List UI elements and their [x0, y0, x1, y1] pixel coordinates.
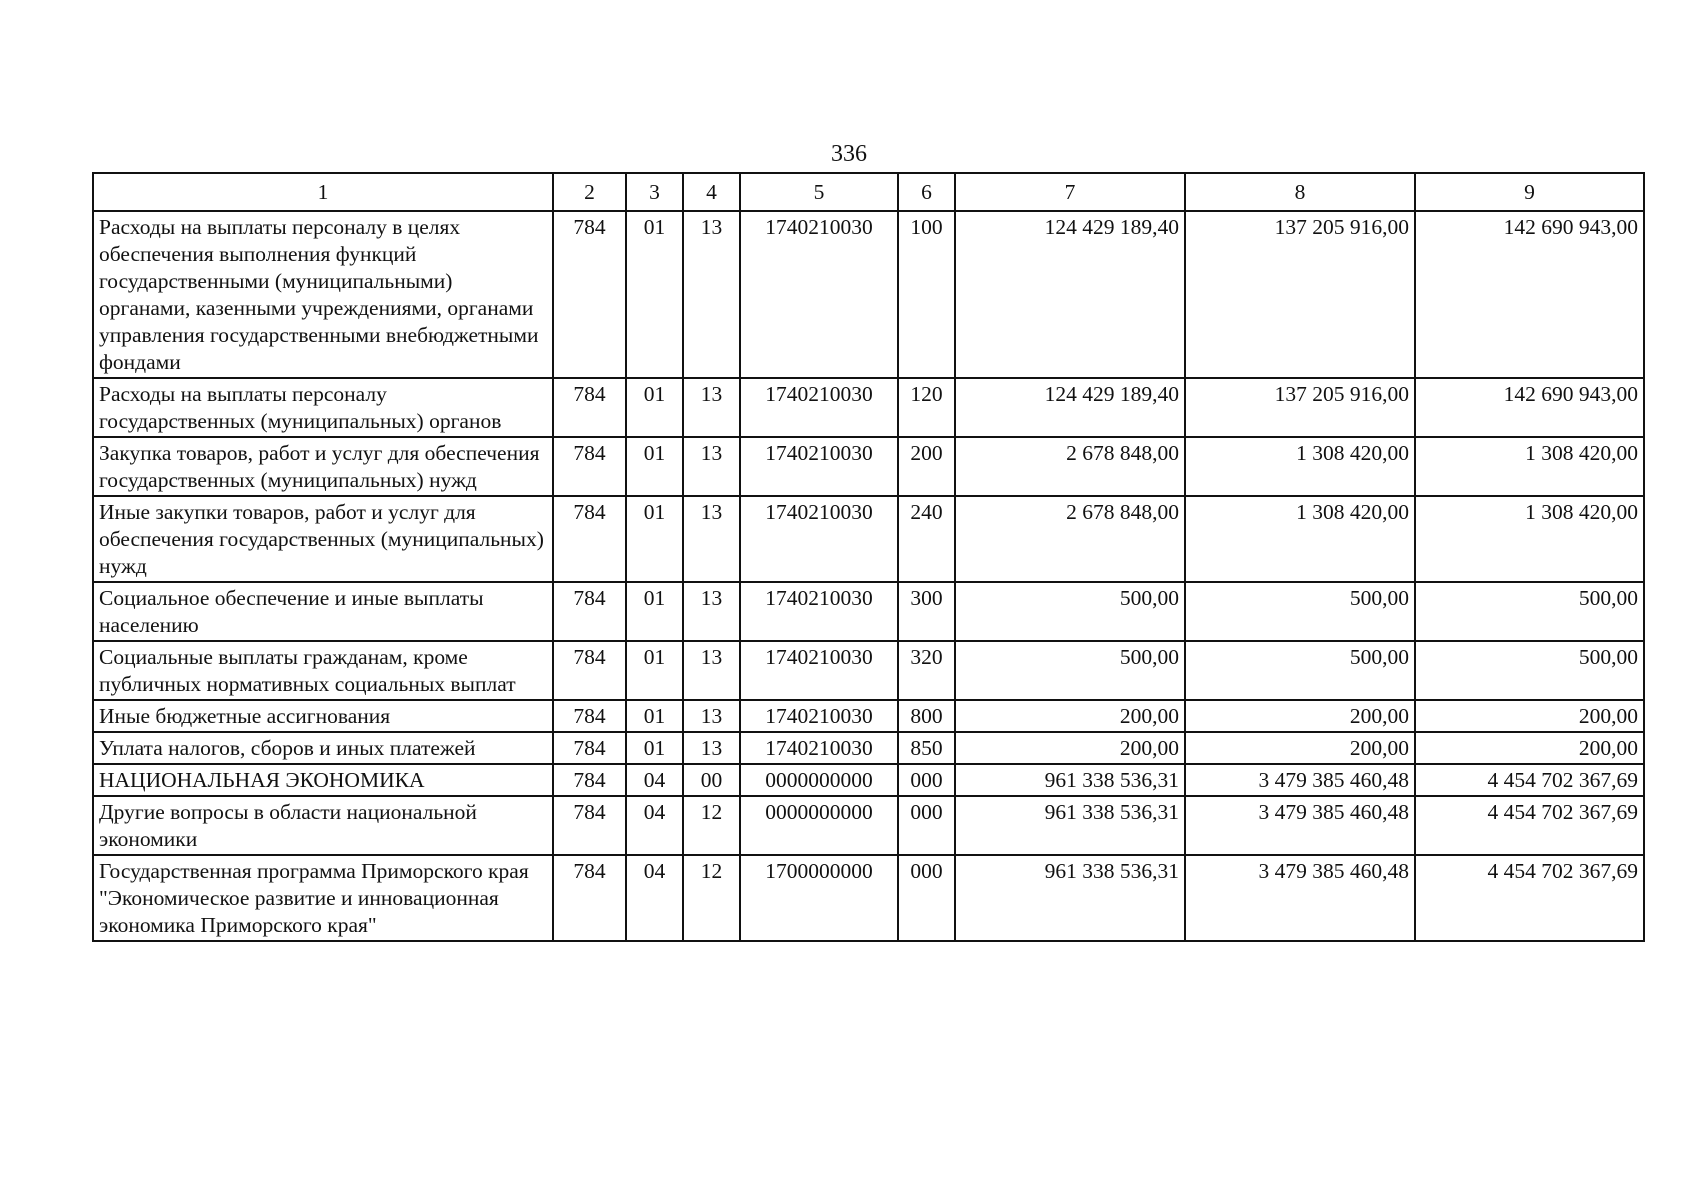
cell-amount-col7: 124 429 189,40: [955, 378, 1185, 437]
cell-name: Государственная программа Приморского края "Экономическое развитие и инновационная экономика Приморского края": [93, 855, 553, 941]
cell-subsection-code: 13: [683, 641, 740, 700]
column-header: 6: [898, 173, 955, 211]
table-row: [93, 700, 1644, 732]
cell-amount-col9: 4 454 702 367,69: [1415, 855, 1644, 941]
cell-amount-col9: 142 690 943,00: [1415, 211, 1644, 378]
cell-amount-col7: 124 429 189,40: [955, 211, 1185, 378]
table-row: [93, 855, 1644, 941]
cell-amount-col9: 200,00: [1415, 700, 1644, 732]
cell-target-article-code: 1740210030: [740, 700, 898, 732]
cell-amount-col9: 4 454 702 367,69: [1415, 796, 1644, 855]
cell-amount-col9: 500,00: [1415, 582, 1644, 641]
cell-amount-col8: 137 205 916,00: [1185, 378, 1415, 437]
cell-expense-type-code: 120: [898, 378, 955, 437]
cell-amount-col8: 1 308 420,00: [1185, 437, 1415, 496]
cell-target-article-code: 0000000000: [740, 796, 898, 855]
table-row: [93, 764, 1644, 796]
cell-section-code: 04: [626, 855, 683, 941]
table-row: [93, 211, 1644, 378]
cell-amount-col8: 1 308 420,00: [1185, 496, 1415, 582]
cell-expense-type-code: 000: [898, 764, 955, 796]
table-body: [93, 211, 1644, 941]
cell-section-code: 04: [626, 764, 683, 796]
cell-section-code: 01: [626, 582, 683, 641]
cell-amount-col8: 200,00: [1185, 732, 1415, 764]
cell-grbs-code: 784: [553, 732, 626, 764]
cell-section-code: 01: [626, 496, 683, 582]
column-header: 7: [955, 173, 1185, 211]
table-row: [93, 496, 1644, 582]
cell-section-code: 01: [626, 378, 683, 437]
cell-subsection-code: 13: [683, 700, 740, 732]
cell-subsection-code: 12: [683, 855, 740, 941]
cell-name: Иные бюджетные ассигнования: [93, 700, 553, 732]
cell-amount-col8: 3 479 385 460,48: [1185, 764, 1415, 796]
cell-amount-col7: 2 678 848,00: [955, 437, 1185, 496]
cell-target-article-code: 1700000000: [740, 855, 898, 941]
cell-expense-type-code: 000: [898, 796, 955, 855]
cell-name: Социальные выплаты гражданам, кроме публичных нормативных социальных выплат: [93, 641, 553, 700]
cell-amount-col8: 3 479 385 460,48: [1185, 796, 1415, 855]
cell-amount-col7: 2 678 848,00: [955, 496, 1185, 582]
cell-amount-col9: 200,00: [1415, 732, 1644, 764]
cell-expense-type-code: 240: [898, 496, 955, 582]
cell-target-article-code: 1740210030: [740, 437, 898, 496]
cell-name: Закупка товаров, работ и услуг для обеспечения государственных (муниципальных) нужд: [93, 437, 553, 496]
cell-amount-col8: 500,00: [1185, 582, 1415, 641]
cell-amount-col7: 200,00: [955, 732, 1185, 764]
cell-amount-col9: 500,00: [1415, 641, 1644, 700]
cell-amount-col9: 4 454 702 367,69: [1415, 764, 1644, 796]
budget-table: [92, 172, 1645, 942]
cell-subsection-code: 13: [683, 496, 740, 582]
cell-amount-col9: 142 690 943,00: [1415, 378, 1644, 437]
cell-name: Другие вопросы в области национальной экономики: [93, 796, 553, 855]
cell-subsection-code: 13: [683, 582, 740, 641]
cell-grbs-code: 784: [553, 378, 626, 437]
cell-subsection-code: 13: [683, 378, 740, 437]
cell-section-code: 01: [626, 732, 683, 764]
cell-grbs-code: 784: [553, 764, 626, 796]
cell-name: Социальное обеспечение и иные выплаты населению: [93, 582, 553, 641]
cell-amount-col7: 200,00: [955, 700, 1185, 732]
cell-amount-col7: 961 338 536,31: [955, 796, 1185, 855]
cell-amount-col7: 961 338 536,31: [955, 855, 1185, 941]
cell-grbs-code: 784: [553, 796, 626, 855]
cell-subsection-code: 12: [683, 796, 740, 855]
table-row: [93, 437, 1644, 496]
cell-subsection-code: 00: [683, 764, 740, 796]
cell-section-code: 04: [626, 796, 683, 855]
cell-expense-type-code: 100: [898, 211, 955, 378]
cell-grbs-code: 784: [553, 496, 626, 582]
column-header: 3: [626, 173, 683, 211]
cell-name: Уплата налогов, сборов и иных платежей: [93, 732, 553, 764]
page-number: 336: [831, 141, 867, 167]
cell-section-code: 01: [626, 641, 683, 700]
cell-subsection-code: 13: [683, 732, 740, 764]
table-row: [93, 732, 1644, 764]
table-row: [93, 378, 1644, 437]
column-header: 5: [740, 173, 898, 211]
cell-target-article-code: 0000000000: [740, 764, 898, 796]
cell-grbs-code: 784: [553, 641, 626, 700]
cell-section-code: 01: [626, 700, 683, 732]
cell-expense-type-code: 800: [898, 700, 955, 732]
cell-amount-col9: 1 308 420,00: [1415, 496, 1644, 582]
cell-amount-col8: 500,00: [1185, 641, 1415, 700]
table-row: [93, 641, 1644, 700]
cell-grbs-code: 784: [553, 211, 626, 378]
column-header: 2: [553, 173, 626, 211]
cell-target-article-code: 1740210030: [740, 641, 898, 700]
cell-amount-col7: 500,00: [955, 582, 1185, 641]
column-header: 4: [683, 173, 740, 211]
cell-name: Иные закупки товаров, работ и услуг для обеспечения государственных (муниципальных) нужд: [93, 496, 553, 582]
cell-name: Расходы на выплаты персоналу в целях обеспечения выполнения функций государственными (муниципальными) органами, казенными учреждениями, органами управления государственными внебюджетными фондами: [93, 211, 553, 378]
cell-grbs-code: 784: [553, 855, 626, 941]
column-header: 1: [93, 173, 553, 211]
table-row: [93, 582, 1644, 641]
cell-grbs-code: 784: [553, 437, 626, 496]
cell-expense-type-code: 850: [898, 732, 955, 764]
cell-expense-type-code: 320: [898, 641, 955, 700]
cell-expense-type-code: 000: [898, 855, 955, 941]
cell-grbs-code: 784: [553, 582, 626, 641]
cell-amount-col7: 961 338 536,31: [955, 764, 1185, 796]
cell-amount-col7: 500,00: [955, 641, 1185, 700]
column-header: 9: [1415, 173, 1644, 211]
cell-grbs-code: 784: [553, 700, 626, 732]
table-row: [93, 796, 1644, 855]
header-row: [93, 173, 1644, 211]
cell-name: Расходы на выплаты персоналу государственных (муниципальных) органов: [93, 378, 553, 437]
cell-expense-type-code: 300: [898, 582, 955, 641]
column-header: 8: [1185, 173, 1415, 211]
cell-amount-col8: 200,00: [1185, 700, 1415, 732]
cell-section-code: 01: [626, 437, 683, 496]
cell-subsection-code: 13: [683, 211, 740, 378]
cell-target-article-code: 1740210030: [740, 732, 898, 764]
cell-target-article-code: 1740210030: [740, 211, 898, 378]
cell-target-article-code: 1740210030: [740, 582, 898, 641]
cell-target-article-code: 1740210030: [740, 496, 898, 582]
cell-subsection-code: 13: [683, 437, 740, 496]
cell-amount-col9: 1 308 420,00: [1415, 437, 1644, 496]
cell-amount-col8: 137 205 916,00: [1185, 211, 1415, 378]
cell-name: НАЦИОНАЛЬНАЯ ЭКОНОМИКА: [93, 764, 553, 796]
cell-section-code: 01: [626, 211, 683, 378]
cell-amount-col8: 3 479 385 460,48: [1185, 855, 1415, 941]
cell-target-article-code: 1740210030: [740, 378, 898, 437]
cell-expense-type-code: 200: [898, 437, 955, 496]
